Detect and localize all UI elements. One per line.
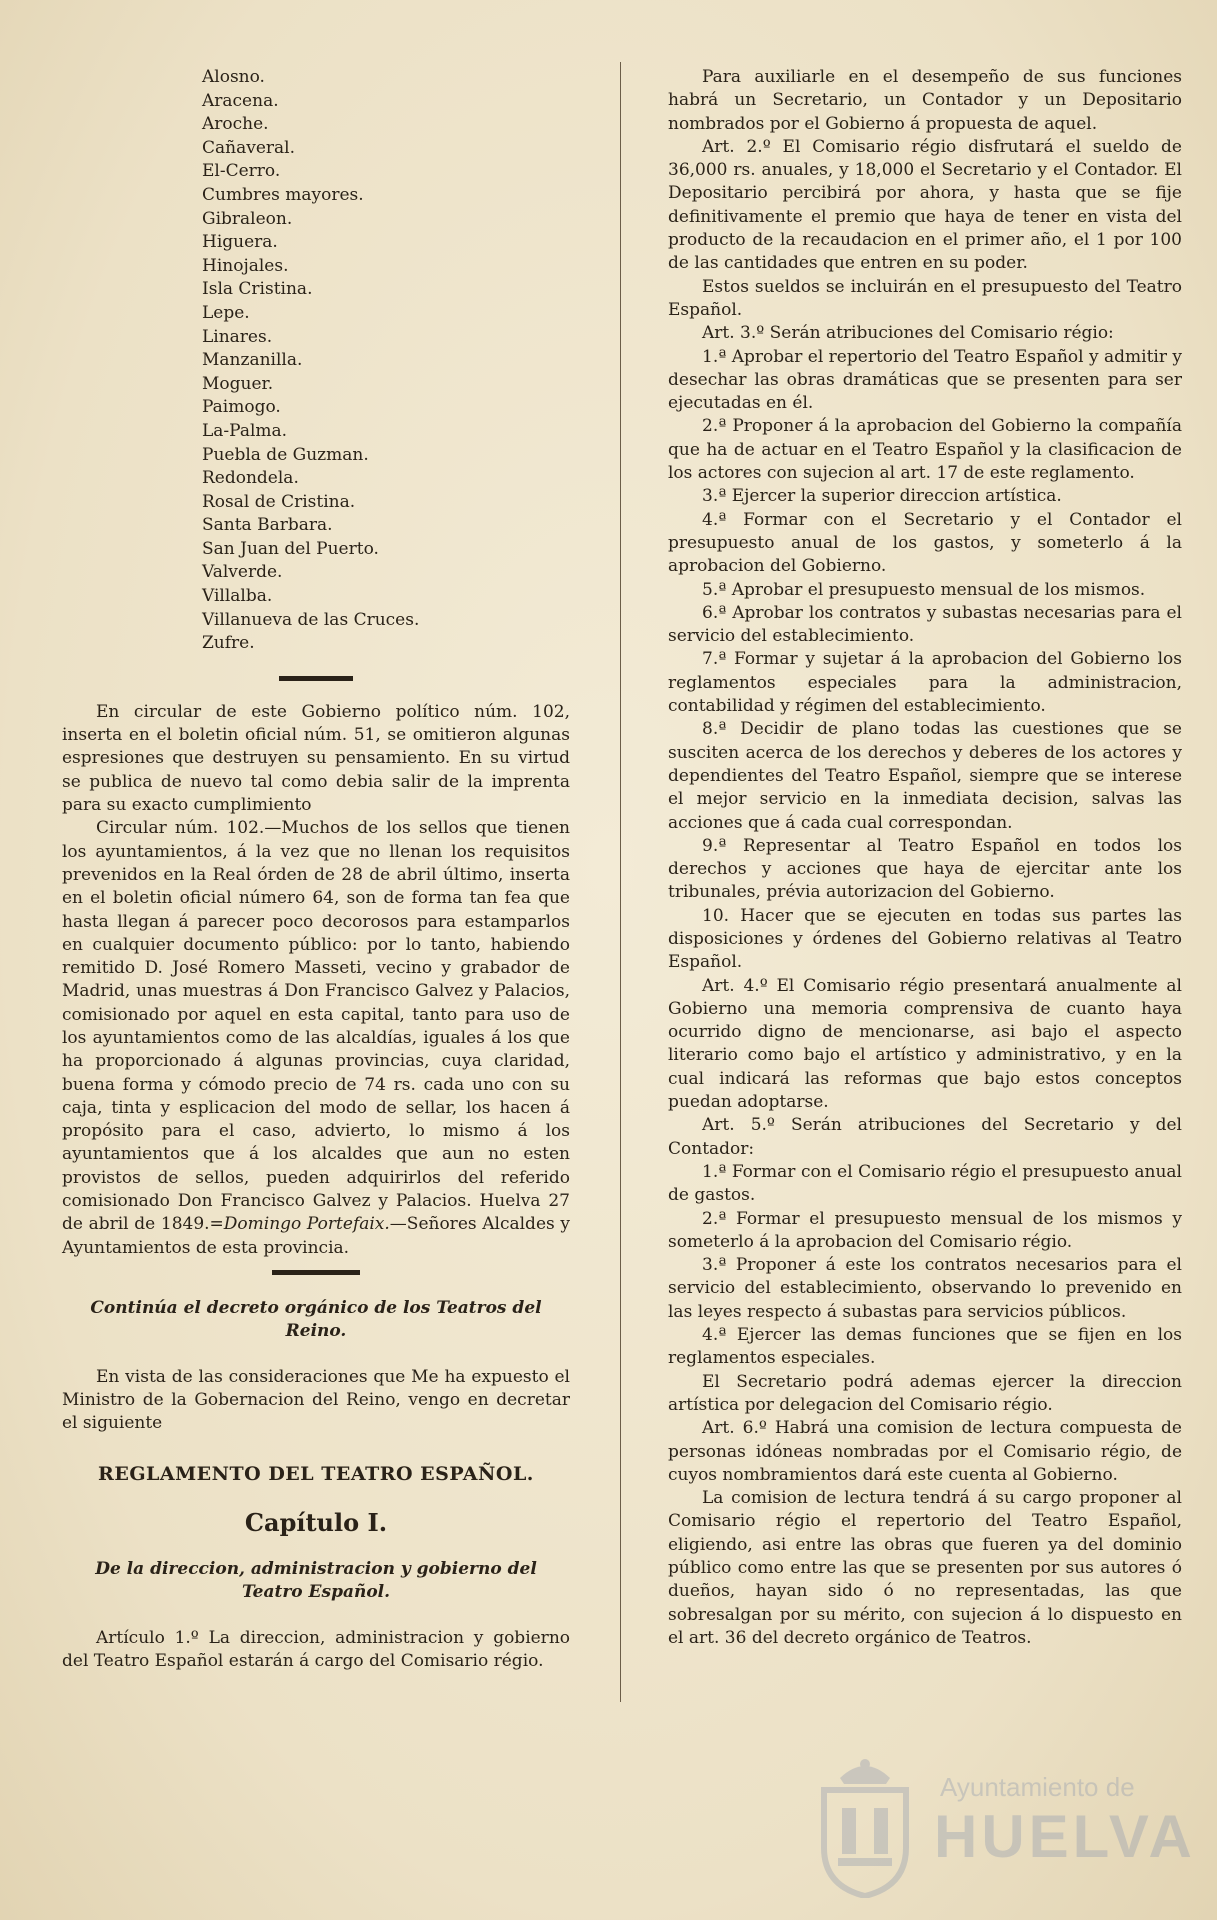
town-item: Villalba. <box>202 586 273 607</box>
paragraph: 7.ª Formar y sujetar á la aprobacion del Gobierno los reglamentos especiales para la administracion, contabilidad y régimen del establecimiento. <box>668 649 1182 717</box>
town-item: Aracena. <box>202 90 279 111</box>
column-divider <box>620 62 621 1702</box>
town-item: Manzanilla. <box>202 350 303 371</box>
paragraph: 3.ª Proponer á este los contratos necesarios para el servicio del establecimiento, observando lo prevenido en las leyes respecto á subastas para servicios públicos. <box>668 1255 1182 1322</box>
town-item: Alosno. <box>202 67 265 87</box>
capitulo-subtitle: De la direccion, administracion y gobierno del Teatro Español. <box>95 1559 537 1603</box>
town-item: Isla Cristina. <box>202 279 313 300</box>
ayuntamiento-watermark <box>810 1750 1196 1900</box>
paragraph: Art. 5.º Serán atribuciones del Secretario y del Contador: <box>668 1115 1182 1159</box>
town-item: La-Palma. <box>202 420 288 441</box>
paragraph: 4.ª Formar con el Secretario y el Contador el presupuesto anual de los gastos, y someterlo á la aprobacion del Gobierno. <box>668 509 1182 577</box>
circular-body <box>62 817 570 1260</box>
town-item: Redondela. <box>202 468 299 489</box>
paragraph: Para auxiliarle en el desempeño de sus funciones habrá un Secretario, un Contador y un Depositario nombrados por el Gobierno á propuesta de aquel. <box>668 67 1182 134</box>
decree-preamble: En vista de las consideraciones que Me ha expuesto el Ministro de la Gobernacion del Reino, vengo en decretar el siguiente <box>62 1366 570 1434</box>
paragraph: Art. 4.º El Comisario régio presentará anualmente al Gobierno una memoria comprensiva de cuanto haya ocurrido digno de mencionarse, asi bajo el aspecto literario como bajo el artístico y administrativo, y en la cual indicará las reformas que bajo estos conceptos puedan adoptarse. <box>668 975 1182 1113</box>
paragraph: Art. 6.º Habrá una comision de lectura compuesta de personas idóneas nombradas por el Comisario régio, de cuyos nombramientos dará este cuenta al Gobierno. <box>668 1418 1182 1485</box>
circular-addressee: —Señores Alcaldes y Ayuntamientos de esta provincia. <box>62 1214 570 1258</box>
town-item: Lepe. <box>202 302 250 323</box>
paragraph: 2.ª Proponer á la aprobacion del Gobierno la compañía que ha de actuar en el Teatro Español y la clasificacion de los actores con sujecion al art. 17 de este reglamento. <box>668 416 1182 484</box>
section-rule <box>279 676 353 681</box>
paragraph: 2.ª Formar el presupuesto mensual de los mismos y someterlo á la aprobacion del Comisario régio. <box>668 1208 1182 1252</box>
paragraph: 10. Hacer que se ejecuten en todas sus partes las disposiciones y órdenes del Gobierno relativas al Teatro Español. <box>668 905 1182 973</box>
circular-intro: En circular de este Gobierno político núm. 102, inserta en el boletin oficial núm. 51, se omitieron algunas espresiones que destruyen su pensamiento. En su virtud se publica de nuevo tal como debia salir de la imprenta para su exacto cumplimiento <box>62 701 570 816</box>
continua-heading: Continúa el decreto orgánico de los Teatros del Reino. <box>90 1297 542 1342</box>
town-item: Gibraleon. <box>202 208 293 229</box>
paragraph: Estos sueldos se incluirán en el presupuesto del Teatro Español. <box>668 276 1182 320</box>
watermark-line2: HUELVA <box>934 1803 1196 1870</box>
paragraph: 4.ª Ejercer las demas funciones que se fijen en los reglamentos especiales. <box>668 1325 1182 1369</box>
circular-text: Circular núm. 102.—Muchos de los sellos que tienen los ayuntamientos, á la vez que no llenan los requisitos prevenidos en la Real órden de 28 de abril último, inserta en el boletin oficial número 64, son de forma tan fea que hasta llegan á parecer poco decorosos para estamparlos en cualquier documento público: por lo tanto, habiendo remitido D. José Romero Masseti, vecino y grabador de Madrid, unas muestras á Don Francisco Galvez y Palacios, comisionado por aquel en esta capital, tanto para uso de los ayuntamientos como de las alcaldías, iguales á los que ha proporcionado á algunas provincias, cuya claridad, buena forma y cómodo precio de 74 rs. cada uno con su caja, tinta y esplicacion del modo de sellar, los hacen á propósito para el caso, advierto, lo mismo á los ayuntamientos que á los alcaldes que aun no esten provistos de sellos, pueden adquirirlos del referido comisionado Don Francisco Galvez y Palacios. Huelva 27 de abril de 1849. <box>62 818 570 1235</box>
town-item: San Juan del Puerto. <box>202 538 379 559</box>
town-item: Villanueva de las Cruces. <box>202 609 420 630</box>
section-rule <box>272 1270 360 1275</box>
town-item: Cañaveral. <box>202 137 295 158</box>
paragraph: 6.ª Aprobar los contratos y subastas necesarias para el servicio del establecimiento. <box>668 602 1182 647</box>
paragraph: 3.ª Ejercer la superior direccion artística. <box>702 486 1062 507</box>
town-item: Valverde. <box>202 562 283 583</box>
paragraph: Art. 3.º Serán atribuciones del Comisario régio: <box>702 323 1114 344</box>
coat-of-arms-icon <box>810 1750 920 1898</box>
paragraph: Art. 2.º El Comisario régio disfrutará el sueldo de 36,000 rs. anuales, y 18,000 el Secretario y el Contador. El Depositario percibirá por ahora, y hasta que se fije definitivamente el premio que haya de tener en vista del producto de la recaudacion en el primer año, el 1 por 100 de las cantidades que entren en su poder. <box>668 136 1182 274</box>
town-item: Cumbres mayores. <box>202 184 364 205</box>
reglamento-title: REGLAMENTO DEL TEATRO ESPAÑOL. <box>98 1463 534 1486</box>
town-item: Aroche. <box>202 114 269 135</box>
paragraph: 1.ª Formar con el Comisario régio el presupuesto anual de gastos. <box>668 1161 1182 1206</box>
town-item: Paimogo. <box>202 397 281 418</box>
right-column <box>668 66 1182 1650</box>
paragraph: La comision de lectura tendrá á su cargo proponer al Comisario régio el repertorio del Teatro Español, eligiendo, asi entre las obras que fueren ya del dominio público como entre las que se presenten por sus autores ó dueños, hayan sido ó no representadas, las que sobresalgan por su mérito, con sujecion á lo dispuesto en el art. 36 del decreto orgánico de Teatros. <box>668 1488 1182 1648</box>
circular-signature: =Domingo Portefaix. <box>209 1214 390 1235</box>
left-column <box>62 66 570 1673</box>
town-item: Zufre. <box>202 633 255 654</box>
town-item: Hinojales. <box>202 255 289 276</box>
articulo-1: Artículo 1.º La direccion, administracion y gobierno del Teatro Español estarán á cargo del Comisario régio. <box>62 1627 570 1671</box>
town-item: Puebla de Guzman. <box>202 444 369 465</box>
town-item: Moguer. <box>202 373 274 394</box>
paragraph: 1.ª Aprobar el repertorio del Teatro Español y admitir y desechar las obras dramáticas que se presenten para ser ejecutadas en él. <box>668 346 1182 414</box>
paragraph: 9.ª Representar al Teatro Español en todos los derechos y acciones que haya de ejercitar ante los tribunales, prévia autorizacion del Gobierno. <box>668 835 1182 903</box>
town-list <box>202 66 570 656</box>
town-item: Rosal de Cristina. <box>202 491 356 512</box>
paragraph: 8.ª Decidir de plano todas las cuestiones que se susciten acerca de los derechos y deberes de los actores y dependientes del Teatro Español, siempre que se interese el mejor servicio en la inmediata decision, salvas las acciones que á cada cual correspondan. <box>668 719 1182 833</box>
town-item: Higuera. <box>202 232 278 253</box>
capitulo-title: Capítulo I. <box>244 1507 388 1537</box>
town-item: Santa Barbara. <box>202 515 333 536</box>
watermark-line1: Ayuntamiento de <box>940 1772 1135 1802</box>
paragraph: 5.ª Aprobar el presupuesto mensual de los mismos. <box>702 579 1146 600</box>
town-item: Linares. <box>202 326 273 347</box>
town-item: El-Cerro. <box>202 161 281 182</box>
paragraph: El Secretario podrá ademas ejercer la direccion artística por delegacion del Comisario régio. <box>668 1371 1182 1415</box>
